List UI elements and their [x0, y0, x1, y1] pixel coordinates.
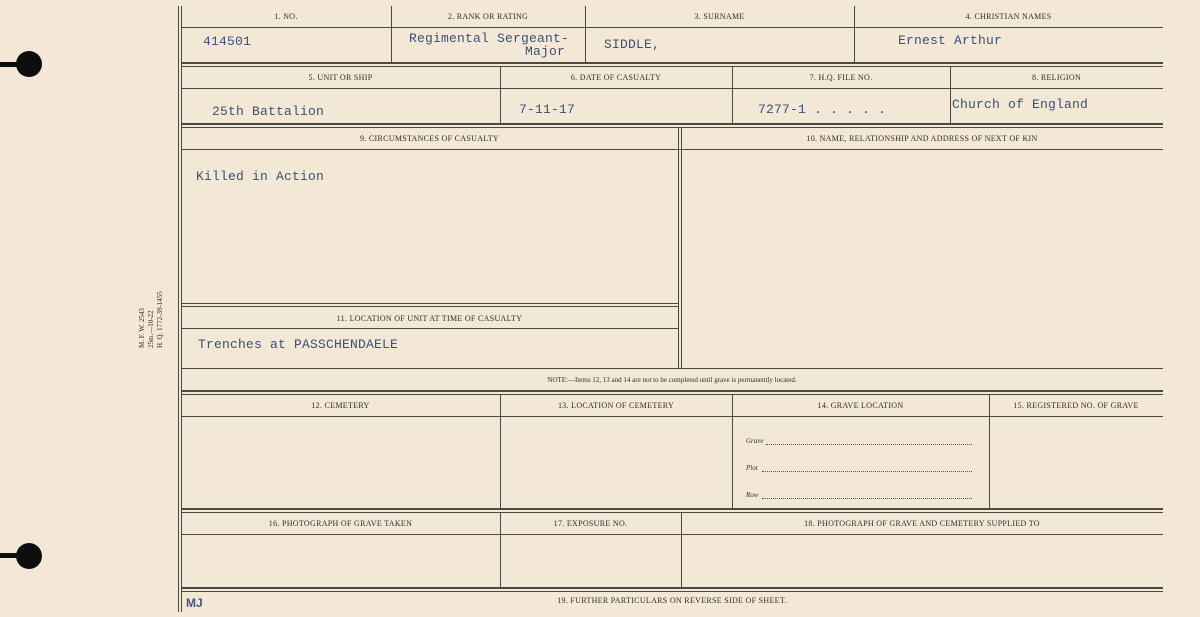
grave-field-line: [766, 444, 972, 445]
regimental-number-value: 414501: [203, 34, 252, 49]
row4-top-rule: [181, 394, 1163, 395]
location-top-rule-2: [181, 306, 678, 307]
hq-file-value: 7277-1 . . . . .: [758, 102, 887, 117]
form-print-code: M. F. W. 2543 25m.—10-22 H. Q. 1772-39-1455: [138, 291, 164, 348]
exposure-number-label: 17. EXPOSURE NO.: [553, 519, 628, 528]
further-particulars-label: 19. FURTHER PARTICULARS ON REVERSE SIDE OF SHEET.: [557, 596, 787, 605]
next-of-kin-label: 10. NAME, RELATIONSHIP AND ADDRESS OF NEXT OF KIN: [806, 134, 1038, 143]
grave-note: NOTE:—Items 12, 13 and 14 are not to be completed until grave is permanently located.: [547, 376, 797, 384]
hq-file-label: 7. H.Q. FILE NO.: [809, 73, 873, 82]
row3-label-rule: [181, 149, 1163, 150]
cemetery-location-label: 13. LOCATION OF CEMETERY: [557, 401, 675, 410]
religion-label: 8. RELIGION: [1031, 73, 1082, 82]
row5-top-rule: [181, 512, 1163, 513]
location-label-rule: [181, 328, 678, 329]
grave-location-label: 14. GRAVE LOCATION: [817, 401, 904, 410]
row4-bottom-rule: [181, 508, 1163, 510]
rank-value: Regimental Sergeant-: [409, 31, 570, 46]
row2-label-rule: [181, 88, 1163, 89]
row3-divider: [678, 127, 679, 369]
plot-field-label: Plot: [746, 464, 758, 472]
plot-field-line: [762, 471, 972, 472]
circumstances-label: 9. CIRCUMSTANCES OF CASUALTY: [359, 134, 500, 143]
rank-value-line2: Major: [525, 44, 566, 59]
row4-divider-2: [732, 394, 733, 509]
note-bottom-rule: [181, 390, 1163, 392]
binder-hole-top: [16, 51, 42, 77]
unit-value: 25th Battalion: [212, 104, 325, 119]
row4-divider-3: [989, 394, 990, 509]
circumstances-value: Killed in Action: [196, 169, 325, 184]
unit-label: 5. UNIT OR SHIP: [308, 73, 373, 82]
date-of-casualty-label: 6. DATE OF CASUALTY: [570, 73, 662, 82]
row3-top-rule: [181, 127, 1163, 128]
row2-top-rule: [181, 66, 1163, 67]
location-top-rule: [181, 303, 678, 304]
registered-grave-label: 15. REGISTERED NO. OF GRAVE: [1013, 401, 1139, 410]
location-of-unit-label: 11. LOCATION OF UNIT AT TIME OF CASUALTY: [336, 314, 523, 323]
row1-bottom-rule: [181, 62, 1163, 64]
christian-names-label: 4. CHRISTIAN NAMES: [965, 12, 1052, 21]
row6-top-rule: [181, 591, 1163, 592]
row-field-label: Row: [746, 491, 759, 499]
surname-value: SIDDLE,: [604, 37, 661, 52]
row-field-line: [762, 498, 972, 499]
row5-label-rule: [181, 534, 1163, 535]
note-top-rule: [181, 368, 1163, 369]
cemetery-label: 12. CEMETERY: [311, 401, 370, 410]
grave-field-label: Grave: [746, 437, 764, 445]
surname-label: 3. SURNAME: [694, 12, 745, 21]
christian-names-value: Ernest Arthur: [898, 33, 1003, 48]
photograph-supplied-label: 18. PHOTOGRAPH OF GRAVE AND CEMETERY SUPPLIED TO: [804, 519, 1040, 528]
religion-value: Church of England: [952, 97, 1089, 112]
regimental-number-label: 1. NO.: [274, 12, 298, 21]
row2-bottom-rule: [181, 123, 1163, 125]
row3-divider-inner: [681, 127, 682, 369]
row4-label-rule: [181, 416, 1163, 417]
rank-label: 2. RANK OR RATING: [447, 12, 529, 21]
location-of-unit-value: Trenches at PASSCHENDAELE: [198, 337, 399, 352]
row4-divider-1: [500, 394, 501, 509]
clerk-initials: MJ: [186, 596, 203, 610]
row5-bottom-rule: [181, 587, 1163, 589]
row1-label-rule: [181, 27, 1163, 28]
date-of-casualty-value: 7-11-17: [519, 102, 576, 117]
binder-hole-bottom: [16, 543, 42, 569]
frame-left-rule: [178, 6, 179, 612]
photograph-taken-label: 16. PHOTOGRAPH OF GRAVE TAKEN: [268, 519, 413, 528]
